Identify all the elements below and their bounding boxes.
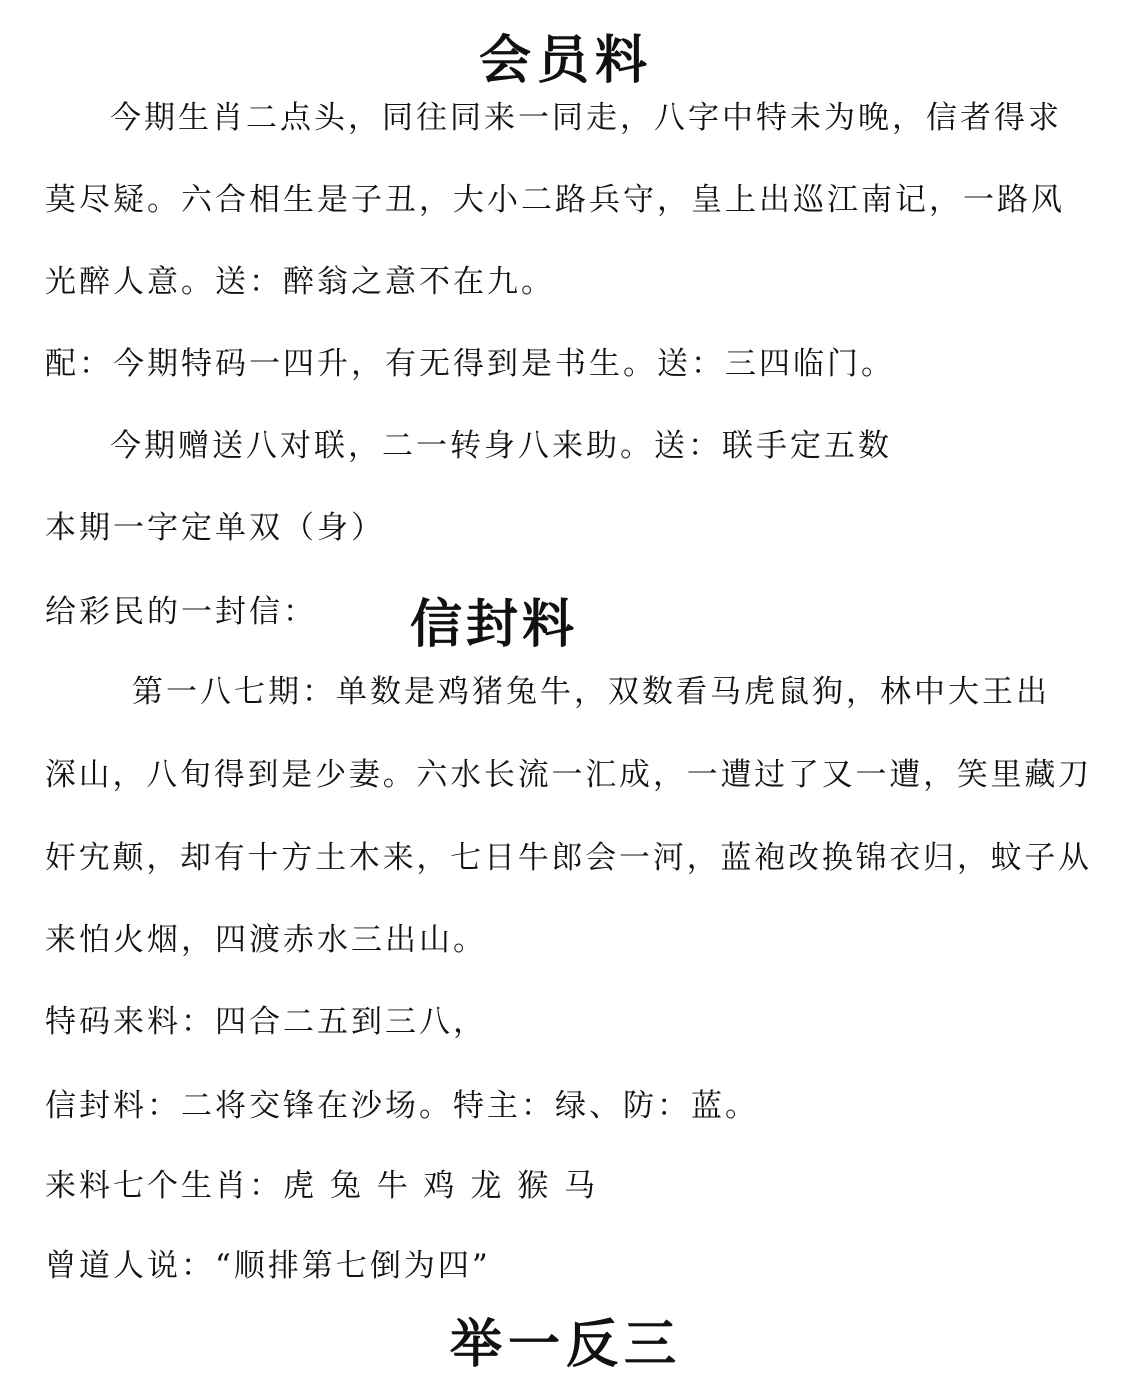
member-line-2: 莫尽疑。六合相生是子丑，大小二路兵守，皇上出巡江南记，一路风 — [45, 182, 1065, 218]
letter-line-4: 来怕火烟，四渡赤水三出山。 — [45, 922, 487, 958]
member-line-6: 本期一字定单双（身） — [45, 510, 385, 546]
member-line-3: 光醉人意。送：醉翁之意不在九。 — [45, 264, 555, 300]
member-line-5: 今期赠送八对联，二一转身八来助。送：联手定五数 — [110, 428, 892, 464]
letter-line-7: 来料七个生肖：虎 兔 牛 鸡 龙 猴 马 — [45, 1168, 599, 1204]
letter-line-5: 特码来料：四合二五到三八， — [45, 1004, 487, 1040]
letter-title: 信封料 — [410, 594, 579, 655]
letter-line-8: 曾道人说：“顺排第七倒为四” — [45, 1248, 491, 1284]
member-line-4: 配：今期特码一四升，有无得到是书生。送：三四临门。 — [45, 346, 895, 382]
member-title: 会员料 — [478, 30, 653, 91]
letter-line-2: 深山，八旬得到是少妻。六水长流一汇成，一遭过了又一遭，笑里藏刀 — [45, 757, 1093, 793]
member-line-1: 今期生肖二点头，同往同来一同走，八字中特未为晚，信者得求 — [110, 100, 1062, 136]
letter-line-6: 信封料：二将交锋在沙场。特主：绿、防：蓝。 — [45, 1088, 759, 1124]
letter-line-1: 第一八七期：单数是鸡猪兔牛，双数看马虎鼠狗，林中大王出 — [132, 674, 1050, 710]
footer-title: 举一反三 — [449, 1314, 682, 1375]
letter-line-3: 奸宄颠，却有十方土木来，七日牛郎会一河，蓝袍改换锦衣归，蚊子从 — [45, 840, 1093, 876]
letter-intro: 给彩民的一封信： — [45, 594, 317, 630]
